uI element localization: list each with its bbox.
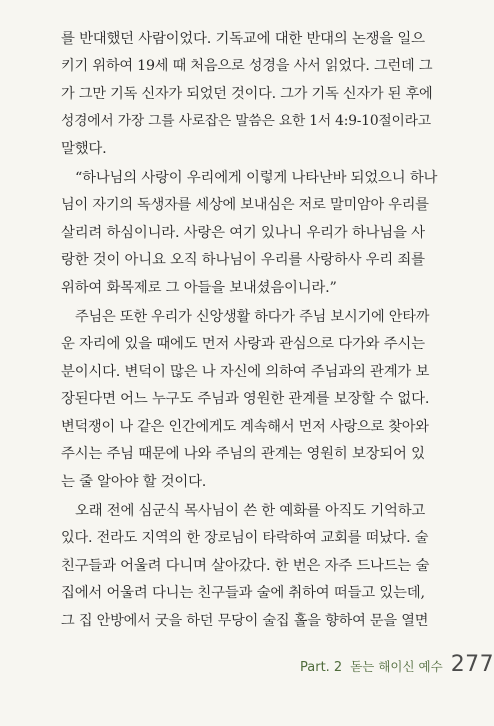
text-line: 는 줄 알아야 할 것이다. <box>61 473 207 490</box>
text-line: 오래 전에 심군식 목사님이 쓴 한 예화를 아직도 기억하고 <box>75 502 426 519</box>
body-text <box>61 26 438 635</box>
text-line: “하나님의 사랑이 우리에게 이렇게 나타난바 되었으니 하나 <box>75 170 438 187</box>
text-line: 가 그만 기독 신자가 되었던 것이다. 그가 기독 신자가 된 후에 <box>61 85 433 102</box>
text-line: 랑한 것이 아니요 오직 하나님이 우리를 사랑하사 우리 죄를 <box>61 252 425 269</box>
text-line: 주님은 또한 우리가 신앙생활 하다가 주님 보시기에 안타까 <box>75 309 430 326</box>
footer-chapter-title: 돋는 해이신 예수 <box>350 659 443 674</box>
text-line: 위하여 화목제로 그 아들을 보내셨음이니라.” <box>61 279 337 296</box>
text-line: 를 반대했던 사람이었다. 기독교에 대한 반대의 논쟁을 일으 <box>61 31 425 47</box>
paragraph-4 <box>61 498 433 635</box>
text-line: 변덕쟁이 나 같은 인간에게도 계속해서 먼저 사랑으로 찾아와 <box>61 418 429 435</box>
text-line: 친구들과 어울려 다니며 살아갔다. 한 번은 자주 드나드는 술 <box>61 557 430 574</box>
footer-part-label: Part. 2 <box>300 660 343 675</box>
text-line: 분이시다. 변덕이 많은 나 자신에 의하여 주님과의 관계가 보 <box>61 363 430 380</box>
text-line: 님이 자기의 독생자를 세상에 보내심은 저로 말미암아 우리를 <box>61 197 429 214</box>
paragraph-1 <box>61 26 433 163</box>
text-line: 키기 위하여 19세 때 처음으로 성경을 사서 읽었다. 그런데 그 <box>61 58 433 75</box>
text-line: 말했다. <box>61 140 107 157</box>
page-footer <box>300 652 494 682</box>
text-line: 주시는 주님 때문에 나와 주님의 관계는 영원히 보장되어 있 <box>61 446 425 463</box>
quote-paragraph-continued <box>61 192 433 302</box>
text-line: 장된다면 어느 누구도 주님과 영원한 관계를 보장할 수 없다. <box>61 391 430 408</box>
text-line: 집에서 어울려 다니는 친구들과 술에 취하여 떠들고 있는데, <box>61 585 425 602</box>
text-line: 성경에서 가장 그를 사로잡은 말씀은 요한 1서 4:9-10절이라고 <box>61 113 431 130</box>
quote-paragraph <box>61 165 438 192</box>
text-line: 살리려 하심이니라. 사랑은 여기 있나니 우리가 하나님을 사 <box>61 224 425 241</box>
text-line: 있다. 전라도 지역의 한 장로님이 타락하여 교회를 떠났다. 술 <box>61 530 429 547</box>
text-line: 운 자리에 있을 때에도 먼저 사랑과 관심으로 다가와 주시는 <box>61 336 425 353</box>
paragraph-3 <box>61 304 433 496</box>
page-number: 277 <box>450 652 494 677</box>
text-line: 그 집 안방에서 굿을 하던 무당이 술집 홀을 향하여 문을 열면 <box>61 612 429 629</box>
